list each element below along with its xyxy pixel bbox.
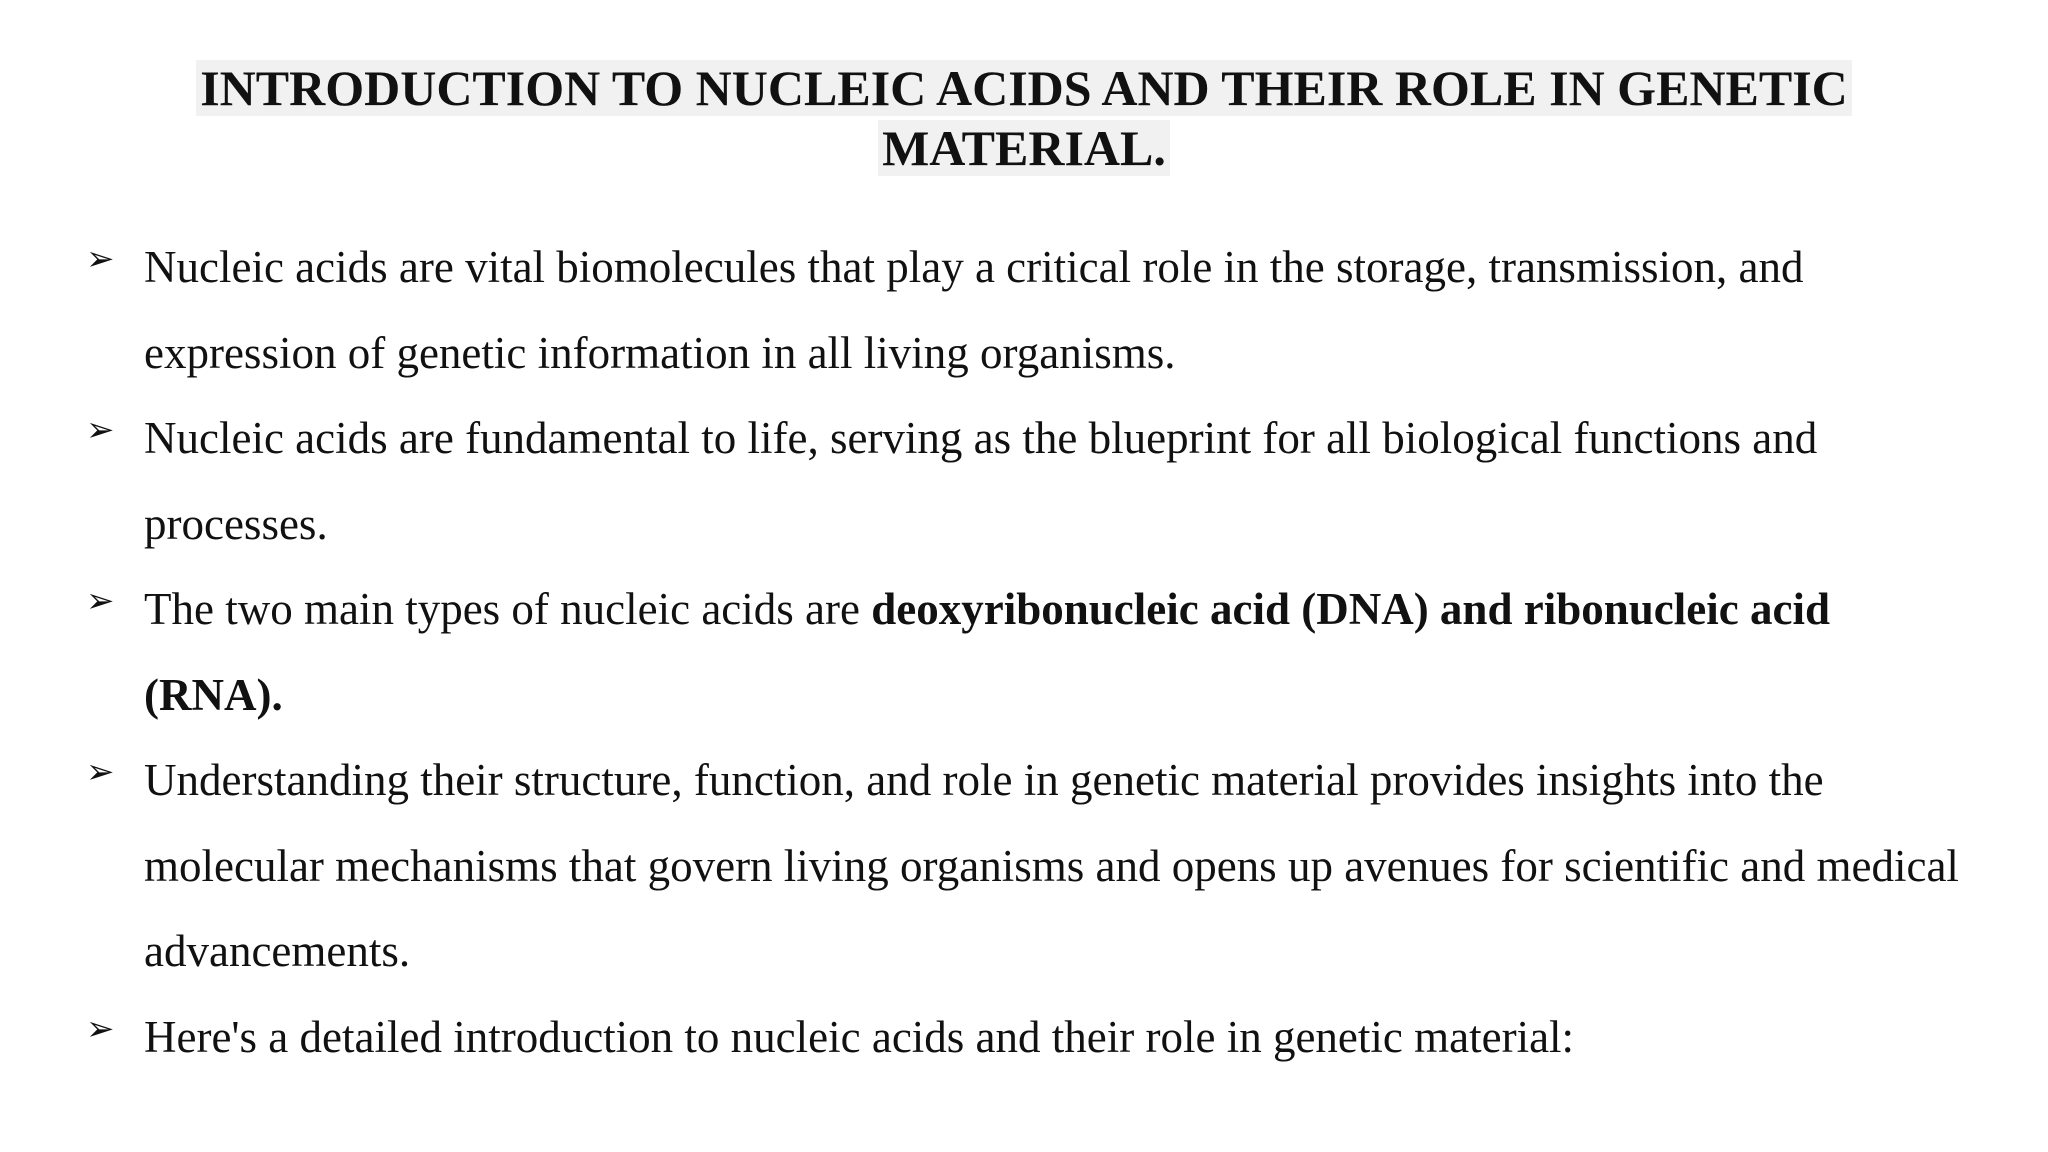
bullet-text-1: Nucleic acids are vital biomolecules that play a critical role in the storage, transmission, and expression of genetic information in all living organisms. — [144, 242, 1804, 378]
bullet-item-5 — [86, 995, 1966, 1081]
slide-title — [0, 58, 2048, 178]
bullet-item-2 — [86, 396, 1966, 567]
arrow-bullet-icon: ➢ — [86, 1008, 115, 1049]
slide-title-line-2: MATERIAL. — [878, 120, 1170, 176]
bullet-text-2: Nucleic acids are fundamental to life, serving as the blueprint for all biological functions and processes. — [144, 413, 1818, 549]
arrow-bullet-icon: ➢ — [86, 410, 115, 450]
arrow-bullet-icon: ➢ — [86, 581, 115, 621]
bullet-text-3-plain: The two main types of nucleic acids are — [144, 584, 872, 634]
bullet-text-3-bold: deoxyribonucleic acid (DNA) and ribonucleic acid (RNA). — [144, 584, 1830, 720]
bullet-item-1 — [86, 225, 1966, 396]
slide-title-line-1: INTRODUCTION TO NUCLEIC ACIDS AND THEIR ROLE IN GENETIC — [196, 60, 1852, 116]
bullet-list — [86, 225, 1966, 1080]
bullet-item-3 — [86, 567, 1966, 738]
arrow-bullet-icon: ➢ — [86, 239, 115, 279]
bullet-item-4 — [86, 738, 1966, 995]
bullet-text-5: Here's a detailed introduction to nucleic acids and their role in genetic material: — [144, 1011, 1575, 1062]
arrow-bullet-icon: ➢ — [86, 752, 115, 792]
bullet-text-4: Understanding their structure, function, and role in genetic material provides insights into the molecular mechanisms that govern living organisms and opens up avenues for scientific and medical advancements. — [144, 755, 1959, 976]
